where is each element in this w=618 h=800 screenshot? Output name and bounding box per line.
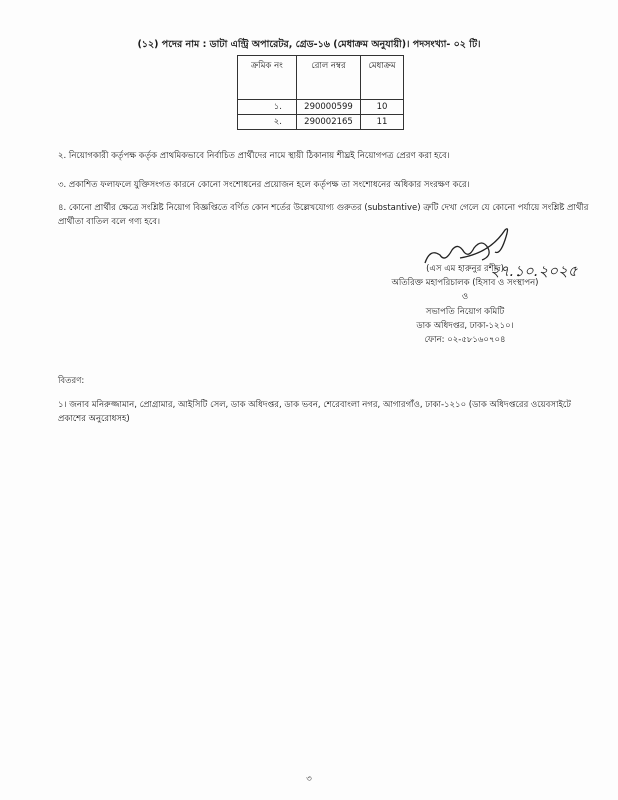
table-header-row — [238, 56, 404, 100]
signature-date: ২৭.১০.২০২৫ — [490, 262, 578, 280]
cell-merit: 11 — [361, 115, 404, 130]
cell-roll: 290000599 — [297, 100, 361, 115]
table-row — [238, 100, 404, 115]
page-number: ৩ — [306, 774, 312, 784]
signatory-name: (এস এম হারুনুর রশীদ) — [426, 264, 504, 274]
distribution-item: ১। জনাব মনিরুজ্জামান, প্রোগ্রামার, আইসিটি সেল, ডাক অধিদপ্তর, ডাক ভবন, শেরেবাংলা নগর, আগারগাঁও, ঢাকা-১২১০ (ডাক অধিদপ্তরের ওয়েবসাইটে প্রকাশের অনুরোধসহ) — [58, 400, 571, 424]
signatory-phone: ফোন: ০২-৫৮১৬০৭০৪ — [424, 335, 506, 345]
col-merit: মেধাক্রম — [361, 56, 404, 100]
paragraph-2: ২. নিয়োগকারী কর্তৃপক্ষ কর্তৃক প্রাথমিকভাবে নির্বাচিত প্রার্থীদের নামে স্থায়ী ঠিকানায় শীঘ্রই নিয়োগপত্র প্রেরণ করা হবে। — [58, 151, 450, 161]
signatory-conjunction: ও — [461, 292, 469, 302]
cell-serial: ২. — [238, 115, 297, 130]
cell-roll: 290002165 — [297, 115, 361, 130]
signatory-role: সভাপতি নিয়োগ কমিটি — [425, 307, 505, 317]
signatory-office: ডাক অধিদপ্তর, ঢাকা-১২১০। — [416, 321, 514, 331]
cell-merit: 10 — [361, 100, 404, 115]
table-row — [238, 115, 404, 130]
col-roll: রোল নম্বর — [297, 56, 361, 100]
merit-table — [237, 55, 404, 130]
col-serial: ক্রমিক নং — [238, 56, 297, 100]
distribution-label: বিতরণ: — [58, 376, 85, 386]
cell-serial: ১. — [238, 100, 297, 115]
signatory-designation: অতিরিক্ত মহাপরিচালক (হিসাব ও সংস্থাপন) — [391, 278, 539, 288]
paragraph-4: ৪. কোনো প্রার্থীর ক্ষেত্রে সংশ্লিষ্ট নিয়োগ বিজ্ঞপ্তিতে বর্ণিত কোন শর্তের উল্লেখযোগ্য গুরুতর (substantive) ত্রুটি দেখা গেলে যে কোনো পর্যায়ে সংশ্লিষ্ট প্রার্থীর প্রার্থীতা বাতিল বলে গণ্য হবে। — [58, 203, 589, 227]
paragraph-3: ৩. প্রকাশিত ফলাফলে যুক্তিসংগত কারনে কোনো সংশোধনের প্রয়োজন হলে কর্তৃপক্ষ তা সংশোধনের অধিকার সংরক্ষণ করে। — [58, 180, 470, 190]
post-heading: (১২) পদের নাম : ডাটা এন্ট্রি অপারেটর, গ্রেড-১৬ (মেধাক্রম অনুযায়ী)। পদসংখ্যা- ০২ টি। — [137, 39, 481, 50]
